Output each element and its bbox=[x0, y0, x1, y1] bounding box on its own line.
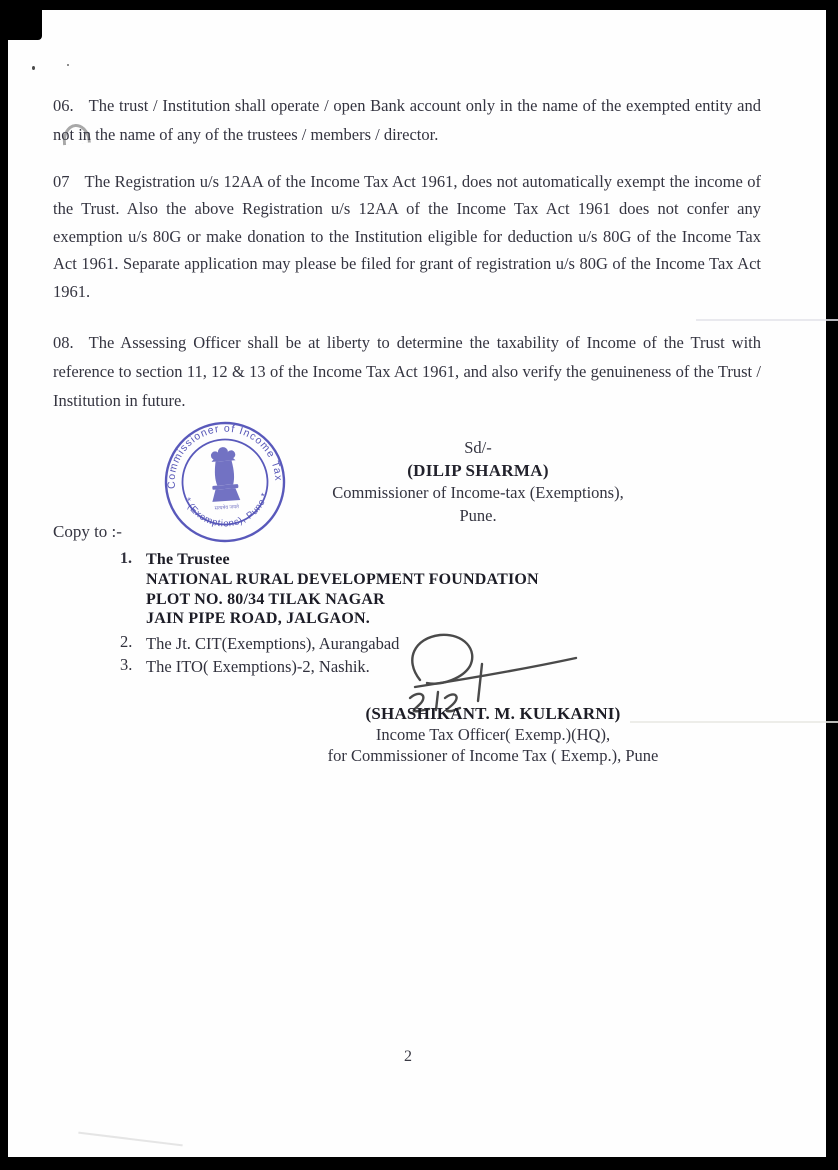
addressee-line: The ITO( Exemptions)-2, Nashik. bbox=[146, 657, 370, 677]
list-item-number: 2. bbox=[120, 632, 133, 652]
addressee-line: The Jt. CIT(Exemptions), Aurangabad bbox=[146, 634, 400, 654]
copy-to-label: Copy to :- bbox=[53, 522, 122, 541]
paper-crease bbox=[78, 1132, 182, 1147]
officer-block bbox=[293, 703, 693, 766]
signatory-block bbox=[303, 437, 653, 527]
scan-streak bbox=[696, 319, 838, 321]
addressee-line: NATIONAL RURAL DEVELOPMENT FOUNDATION bbox=[146, 570, 539, 588]
paragraph-08 bbox=[53, 328, 761, 415]
officer-for-line: for Commissioner of Income Tax ( Exemp.), Pune bbox=[327, 746, 659, 765]
paragraph-text: The Registration u/s 12AA of the Income Tax Act 1961, does not automatically exempt the income of the Trust. Also the above Registration u/s 12AA of the Income Tax Act 1961 does not confer any exemption u/s 80G or make donation to the Institution eligible for deduction u/s 80G of the Income Tax Act 1961. Separate application may please be filed for grant of registration u/s 80G of the Income Tax Act 1961. bbox=[53, 171, 761, 301]
paragraph-text: The trust / Institution shall operate / open Bank account only in the name of the exempted entity and not in the name of any of the trustees / members / director. bbox=[53, 95, 761, 144]
paragraph-06 bbox=[53, 91, 761, 149]
stamp-motto: सत्यमेव जयते bbox=[214, 505, 240, 512]
officer-title: Income Tax Officer( Exemp.)(HQ), bbox=[375, 725, 611, 744]
signatory-place: Pune. bbox=[459, 505, 497, 525]
paragraph-07 bbox=[53, 168, 761, 306]
scanned-document-page bbox=[8, 10, 826, 1157]
scan-speck bbox=[32, 66, 35, 70]
page-number: 2 bbox=[404, 1048, 412, 1065]
signatory-title: Commissioner of Income-tax (Exemptions), bbox=[332, 483, 624, 502]
paragraph-number: 06. bbox=[53, 95, 74, 115]
list-item-number: 3. bbox=[120, 655, 133, 675]
officer-name: (SHASHIKANT. M. KULKARNI) bbox=[365, 704, 621, 723]
scan-corner-artifact bbox=[8, 10, 42, 40]
signature-scrawl bbox=[390, 618, 580, 713]
ashoka-emblem-icon bbox=[209, 446, 241, 512]
scan-speck bbox=[67, 64, 69, 66]
paragraph-number: 08. bbox=[53, 332, 74, 352]
stamp-top-text: Commissioner of Income Tax bbox=[165, 422, 285, 490]
stamp-bottom-text: * (Exemptions), Pune * bbox=[181, 491, 271, 530]
signatory-name: (DILIP SHARMA) bbox=[407, 460, 549, 480]
list-item-number: 1. bbox=[120, 550, 132, 567]
paragraph-number: 07 bbox=[53, 171, 70, 191]
office-round-stamp bbox=[159, 416, 291, 548]
addressee-line: The Trustee bbox=[146, 551, 230, 568]
sd-line: Sd/- bbox=[464, 438, 492, 457]
addressee-line: PLOT NO. 80/34 TILAK NAGAR bbox=[146, 590, 385, 608]
addressee-line: JAIN PIPE ROAD, JALGAON. bbox=[146, 610, 370, 628]
paragraph-text: The Assessing Officer shall be at liberty to determine the taxability of Income of the Trust with reference to section 11, 12 & 13 of the Income Tax Act 1961, and also verify the genuineness of the Trust / Institution in future. bbox=[53, 332, 761, 410]
